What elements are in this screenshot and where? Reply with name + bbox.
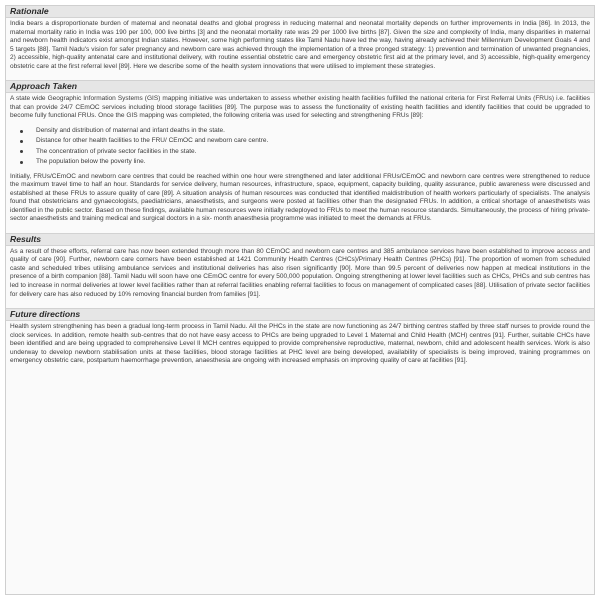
future-section	[6, 308, 594, 370]
approach-body-paragraph: Initially, FRUs/CEmOC and newborn care centres that could be reached within one hour were strengthened and later additional FRUs/CEmOC and newborn care centres were strengthened to reduce the maximum travel time to half an hour. Standards for service delivery, human resources, infrastructure, space, equipment, capacity building, quality assurance, public awareness were discussed and established at these FRUs to assure quality of care [89]. A situation analysis of human resources was conducted that identified maldistribution of health workers particularly of specialists. The analysis found that obstetricians and gynaecologists, paediatricians, anaesthetists, and surgeons were posted at facilities other than the designated FRUs. In addition, a critical shortage of anaesthetists was identified in the public sector. Based on these findings, available human resources were initially redeployed to FRUs to meet the human resource standards. Simultaneously, the process of hiring private-sector anaesthetists and training medical and surgical doctors in a six- month anaesthesia programme was initiated to meet the demands at FRUs.	[10, 172, 590, 223]
rationale-paragraph: India bears a disproportionate burden of maternal and neonatal deaths and global progress in reducing maternal and neonatal mortality depends on further improvements in India [86]. In 2013, the maternal mortality ratio in India was 190 per 100, 000 live births [3] and the neonatal mortality rate was 29 per 1000 live births [87]. Given the size and complexity of India, many disparities in maternal and newborn health indicators exist amongst Indian states. However, some high performing states like Tamil Nadu have led the way, having already achieved their Millennium Development Goals 4 and 5 targets [88]. Tamil Nadu's vision for safer pregnancy and newborn care was achieved through the implementation of a three pronged strategy: 1) prevention and termination of unwanted pregnancies, 2) accessible, high-quality antenatal care and institutional delivery, with routine essential obstetric care and emergency obstetric first aid at the primary level, and 3) accessible, high-quality emergency obstetric care at the first referral level [89]. Here we describe some of the health system innovations that were utilised to implement these strategies.	[10, 20, 590, 70]
criteria-item: The concentration of private sector facilities in the state.	[36, 148, 590, 157]
approach-section	[6, 80, 594, 228]
future-heading: Future directions	[6, 308, 594, 321]
results-section	[6, 233, 594, 303]
rationale-heading: Rationale	[6, 6, 594, 18]
criteria-item: Density and distribution of maternal and infant deaths in the state.	[36, 127, 590, 136]
results-paragraph: As a result of these efforts, referral care has now been extended through more than 80 CEmOC and newborn care centres and 385 ambulance services have been established to improve access and quality of care [90]. Further, newborn care corners have been established at 1421 Community Health Centres (CHCs)/Primary Health Centres (PHCs) [91]. The proportion of women from scheduled caste and scheduled tribes utilising ambulance services and institutional deliveries has also risen significantly [90]. More than 99.5 percent of deliveries now happen at medical institutions in the presence of a birth companion [88]. Tamil Nadu will soon have one CEmOC centre for every 500,000 population. Ongoing strengthening at lower level facilities such as CHCs, PHCs and sub centres has led to increase in normal deliveries at lower level facilities rather than at referral facilities enabling referral facilities to focus on management of complicated cases [88]. Utilisation of private sector facilities for delivery care has also reduced by 10% removing financial burden from families [91].	[10, 247, 590, 298]
approach-heading: Approach Taken	[6, 80, 594, 93]
case-study-box	[5, 5, 595, 595]
results-heading: Results	[6, 233, 594, 246]
future-paragraph: Health system strengthening has been a gradual long-term process in Tamil Nadu. All the PHCs in the state are now functioning as 24/7 birthing centres staffed by three staff nurses to provide round the clock services. In addition, remote health sub-centres that do not have easy access to PHCs are being upgraded to Level 1 Maternal and Child Health (MCH) centres [91]. Further, suitable CHCs have been identified and are being upgraded to comprehensive Level II MCH centres equipped to provide comprehensive reproductive, maternal, newborn, child and adolescent health services. Work is also underway to develop newborn stabilisation units at these facilities, blood storage facilities at PHC level are being developed, availability of specialists is being improved, training programmes on emergency obstetric care, postpartum haemorrhage prevention, anaesthesia are ongoing with increased emphasis on improving quality of care at facilities [91].	[10, 323, 590, 365]
rationale-section	[6, 6, 594, 75]
criteria-item: Distance for other health facilities to the FRU/ CEmOC and newborn care centre.	[36, 137, 590, 146]
criteria-item: The population below the poverty line.	[36, 158, 590, 167]
criteria-list	[10, 127, 590, 167]
approach-intro-paragraph: A state wide Geographic Information Systems (GIS) mapping initiative was undertaken to assess whether existing health facilities fulfilled the national criteria for First Referral Units (FRUs) i.e. facilities that can provide 24/7 CEmOC services including blood storage facilities [89]. The purpose was to assess the functionality of existing health facilities and identify facilities that could be upgraded to become fully functional FRUs. Once the GIS mapping was completed, the following criteria was used for selecting and strengthening FRUs [89]:	[10, 95, 590, 120]
